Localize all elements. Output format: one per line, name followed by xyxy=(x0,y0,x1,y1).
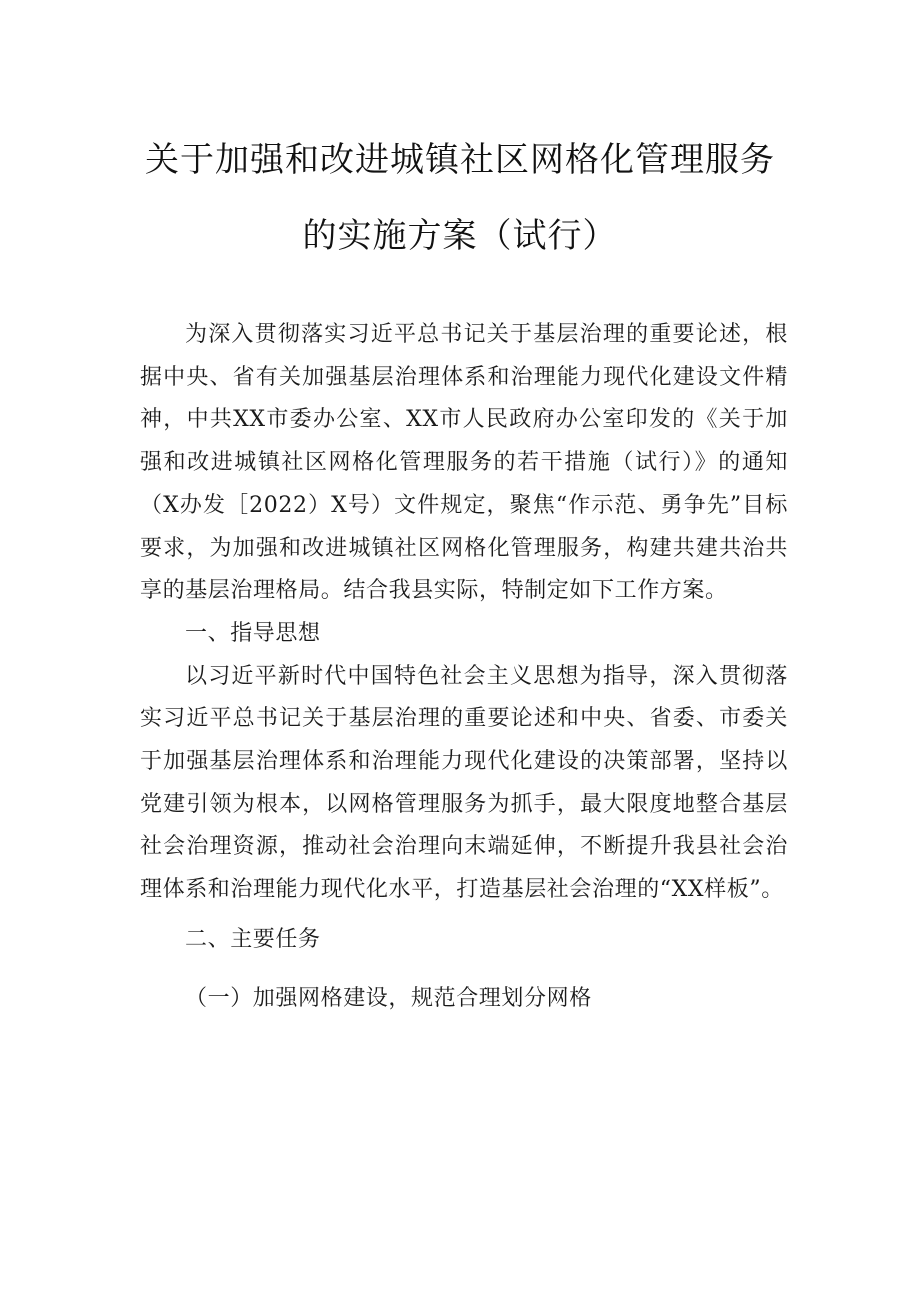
guiding-ideology-paragraph: 以习近平新时代中国特色社会主义思想为指导，深入贯彻落实习近平总书记关于基层治理的重要论述和中央、省委、市委关于加强基层治理体系和治理能力现代化建设的决策部署，坚持以党建引领为根本，以网格管理服务为抓手，最大限度地整合基层社会治理资源，推动社会治理向末端延伸，不断提升我县社会治理体系和治理能力现代化水平，打造基层社会治理的“XX样板”。 xyxy=(140,663,788,903)
subsection-heading-grid-construction: （一）加强网格建设，规范合理划分网格 xyxy=(185,985,592,1011)
document-body xyxy=(140,314,788,1020)
section-heading-guiding-ideology: 一、指导思想 xyxy=(185,620,321,646)
document-title-line-2: 的实施方案（试行） xyxy=(302,216,618,256)
intro-paragraph: 为深入贯彻落实习近平总书记关于基层治理的重要论述，根据中央、省有关加强基层治理体系和治理能力现代化建设文件精神，中共XX市委办公室、XX市人民政府办公室印发的《关于加强和改进城镇社区网格化管理服务的若干措施（试行）》的通知（X办发［2022）X号）文件规定，聚焦“作示范、勇争先”目标要求，为加强和改进城镇社区网格化管理服务，构建共建共治共享的基层治理格局。结合我县实际，特制定如下工作方案。 xyxy=(140,322,788,604)
section-heading-main-tasks: 二、主要任务 xyxy=(185,926,321,952)
document-title-line-1: 关于加强和改进城镇社区网格化管理服务 xyxy=(145,140,775,180)
